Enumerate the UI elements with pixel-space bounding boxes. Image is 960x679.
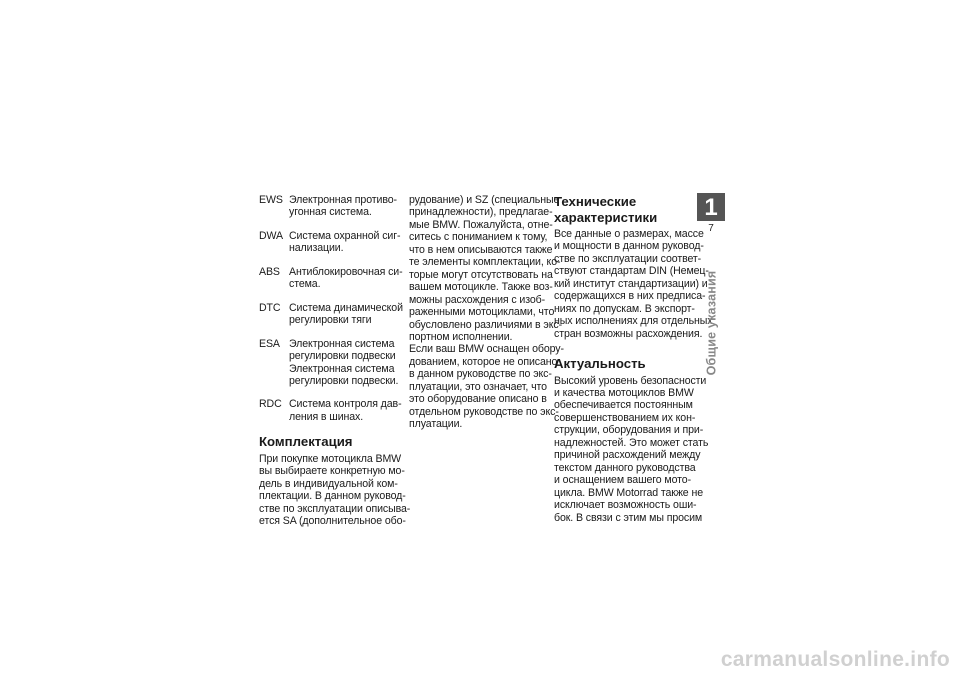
text-line: рудование) и SZ (специальные <box>409 194 560 206</box>
text-line: содержащихся в них предписа- <box>554 290 706 303</box>
chapter-label-text: Общие указания <box>704 270 718 376</box>
text-line: вы выбираете конкретную мо- <box>259 465 405 478</box>
chapter-tab <box>697 193 725 234</box>
abbreviation-key: DTC <box>259 301 281 314</box>
text-line: это оборудование описано в <box>409 393 547 406</box>
text-line: стран возможны расхождения. <box>554 327 703 340</box>
text-line: мые BMW. Пожалуйста, отне- <box>409 218 553 231</box>
text-line: отдельном руководстве по экс- <box>409 405 559 418</box>
text-line: портном исполнении. <box>409 330 513 343</box>
text-line: Все данные о размерах, массе <box>554 228 704 240</box>
text-line: струкции, оборудования и при- <box>554 424 704 437</box>
paragraph-equipment-continued <box>409 194 564 431</box>
text-line: Система охранной сиг- <box>289 229 401 242</box>
abbreviation-row <box>259 230 401 255</box>
text-line: Система динамической <box>289 301 403 314</box>
text-line: принадлежности), предлагае- <box>409 206 553 219</box>
column-1 <box>259 194 411 528</box>
section-heading-specifications <box>554 194 694 225</box>
text-line: причиной расхождений между <box>554 449 701 462</box>
text-line: те элементы комплектации, ко- <box>409 256 561 269</box>
text-line: ствуют стандартам DIN (Немец- <box>554 265 709 278</box>
text-line: Электронная система <box>289 337 395 350</box>
section-heading-currency: Актуальность <box>554 356 646 372</box>
text-line: угонная система. <box>289 206 372 219</box>
text-line: Электронная противо- <box>289 194 397 206</box>
chapter-number: 1 <box>697 193 725 221</box>
text-line: регулировки подвески. <box>289 374 399 387</box>
text-line: цикла. BMW Motorrad также не <box>554 486 703 499</box>
text-line: Антиблокировочная си- <box>289 265 403 278</box>
text-line: текстом данного руководства <box>554 461 696 474</box>
abbreviation-row <box>259 302 401 327</box>
text-line: ситесь с пониманием к тому, <box>409 231 548 244</box>
text-line: нализации. <box>289 242 344 255</box>
abbreviation-list <box>259 194 401 423</box>
abbreviation-key: RDC <box>259 398 282 411</box>
paragraph-specifications <box>554 228 713 340</box>
text-line: исключает возможность оши- <box>554 499 697 512</box>
abbreviation-row <box>259 194 401 219</box>
abbreviation-row <box>259 398 401 423</box>
abbreviation-row <box>259 338 401 388</box>
abbreviation-definition <box>289 230 401 255</box>
text-line: торые могут отсутствовать на <box>409 268 553 281</box>
text-line: и оснащением вашего мото- <box>554 474 692 487</box>
page-number: 7 <box>708 223 714 234</box>
text-line: в данном руководстве по экс- <box>409 368 552 381</box>
text-line: ниях по допускам. В экспорт- <box>554 302 695 315</box>
text-line: При покупке мотоцикла BMW <box>259 452 402 465</box>
text-line: надлежностей. Это может стать <box>554 436 709 449</box>
text-line: регулировки тяги <box>289 314 372 327</box>
text-line: характеристики <box>554 209 658 225</box>
text-line: стве по эксплуатации соответ- <box>554 252 702 265</box>
text-line: Электронная система <box>289 362 395 375</box>
text-line: Система контроля дав- <box>289 398 402 411</box>
chapter-label <box>697 270 725 376</box>
text-line: раженными мотоциклами, что <box>409 306 555 319</box>
text-line: ления в шинах. <box>289 410 364 423</box>
abbreviation-key: DWA <box>259 229 284 242</box>
text-line: дель в индивидуальной ком- <box>259 477 398 490</box>
text-line: бок. В связи с этим мы просим <box>554 511 703 524</box>
text-line: плуатации. <box>409 418 463 431</box>
abbreviation-definition <box>289 194 401 219</box>
paragraph-currency <box>554 374 709 524</box>
watermark: carmanualsonline.info <box>720 648 950 671</box>
column-2 <box>409 194 564 431</box>
text-line: регулировки подвески <box>289 350 396 363</box>
abbreviation-key: ESA <box>259 337 280 350</box>
text-line: ных исполнениях для отдельных <box>554 315 713 328</box>
text-line: обусловлено различиями в экс- <box>409 318 563 331</box>
text-line: совершенствованием их кон- <box>554 411 696 424</box>
abbreviation-key: ABS <box>259 265 280 278</box>
text-line: что в нем описываются также <box>409 243 553 256</box>
abbreviation-row <box>259 266 401 291</box>
text-line: вашем мотоцикле. Также воз- <box>409 281 553 294</box>
text-line: стве по эксплуатации описыва- <box>259 502 411 515</box>
text-line: ется SA (дополнительное обо- <box>259 515 406 528</box>
text-line: и мощности в данном руковод- <box>554 240 704 253</box>
text-line: плуатации, это означает, что <box>409 380 547 393</box>
text-line: дованием, которое не описано <box>409 355 558 368</box>
abbreviation-key: EWS <box>259 194 283 206</box>
abbreviation-definition <box>289 338 401 388</box>
text-line: можны расхождения с изоб- <box>409 293 546 306</box>
text-line: кий институт стандартизации) и <box>554 277 708 290</box>
abbreviation-definition <box>289 398 402 423</box>
paragraph-equipment <box>259 452 411 528</box>
text-line: стема. <box>289 278 321 291</box>
text-line: и качества мотоциклов BMW <box>554 387 694 400</box>
abbreviation-definition <box>289 266 403 291</box>
text-line: Технические <box>554 194 637 209</box>
text-line: обеспечивается постоянным <box>554 399 693 412</box>
section-heading-equipment: Комплектация <box>259 434 353 450</box>
text-line: Если ваш BMW оснащен обору- <box>409 343 564 356</box>
text-line: плектации. В данном руковод- <box>259 490 406 503</box>
abbreviation-definition <box>289 302 403 327</box>
text-line: Высокий уровень безопасности <box>554 374 707 387</box>
